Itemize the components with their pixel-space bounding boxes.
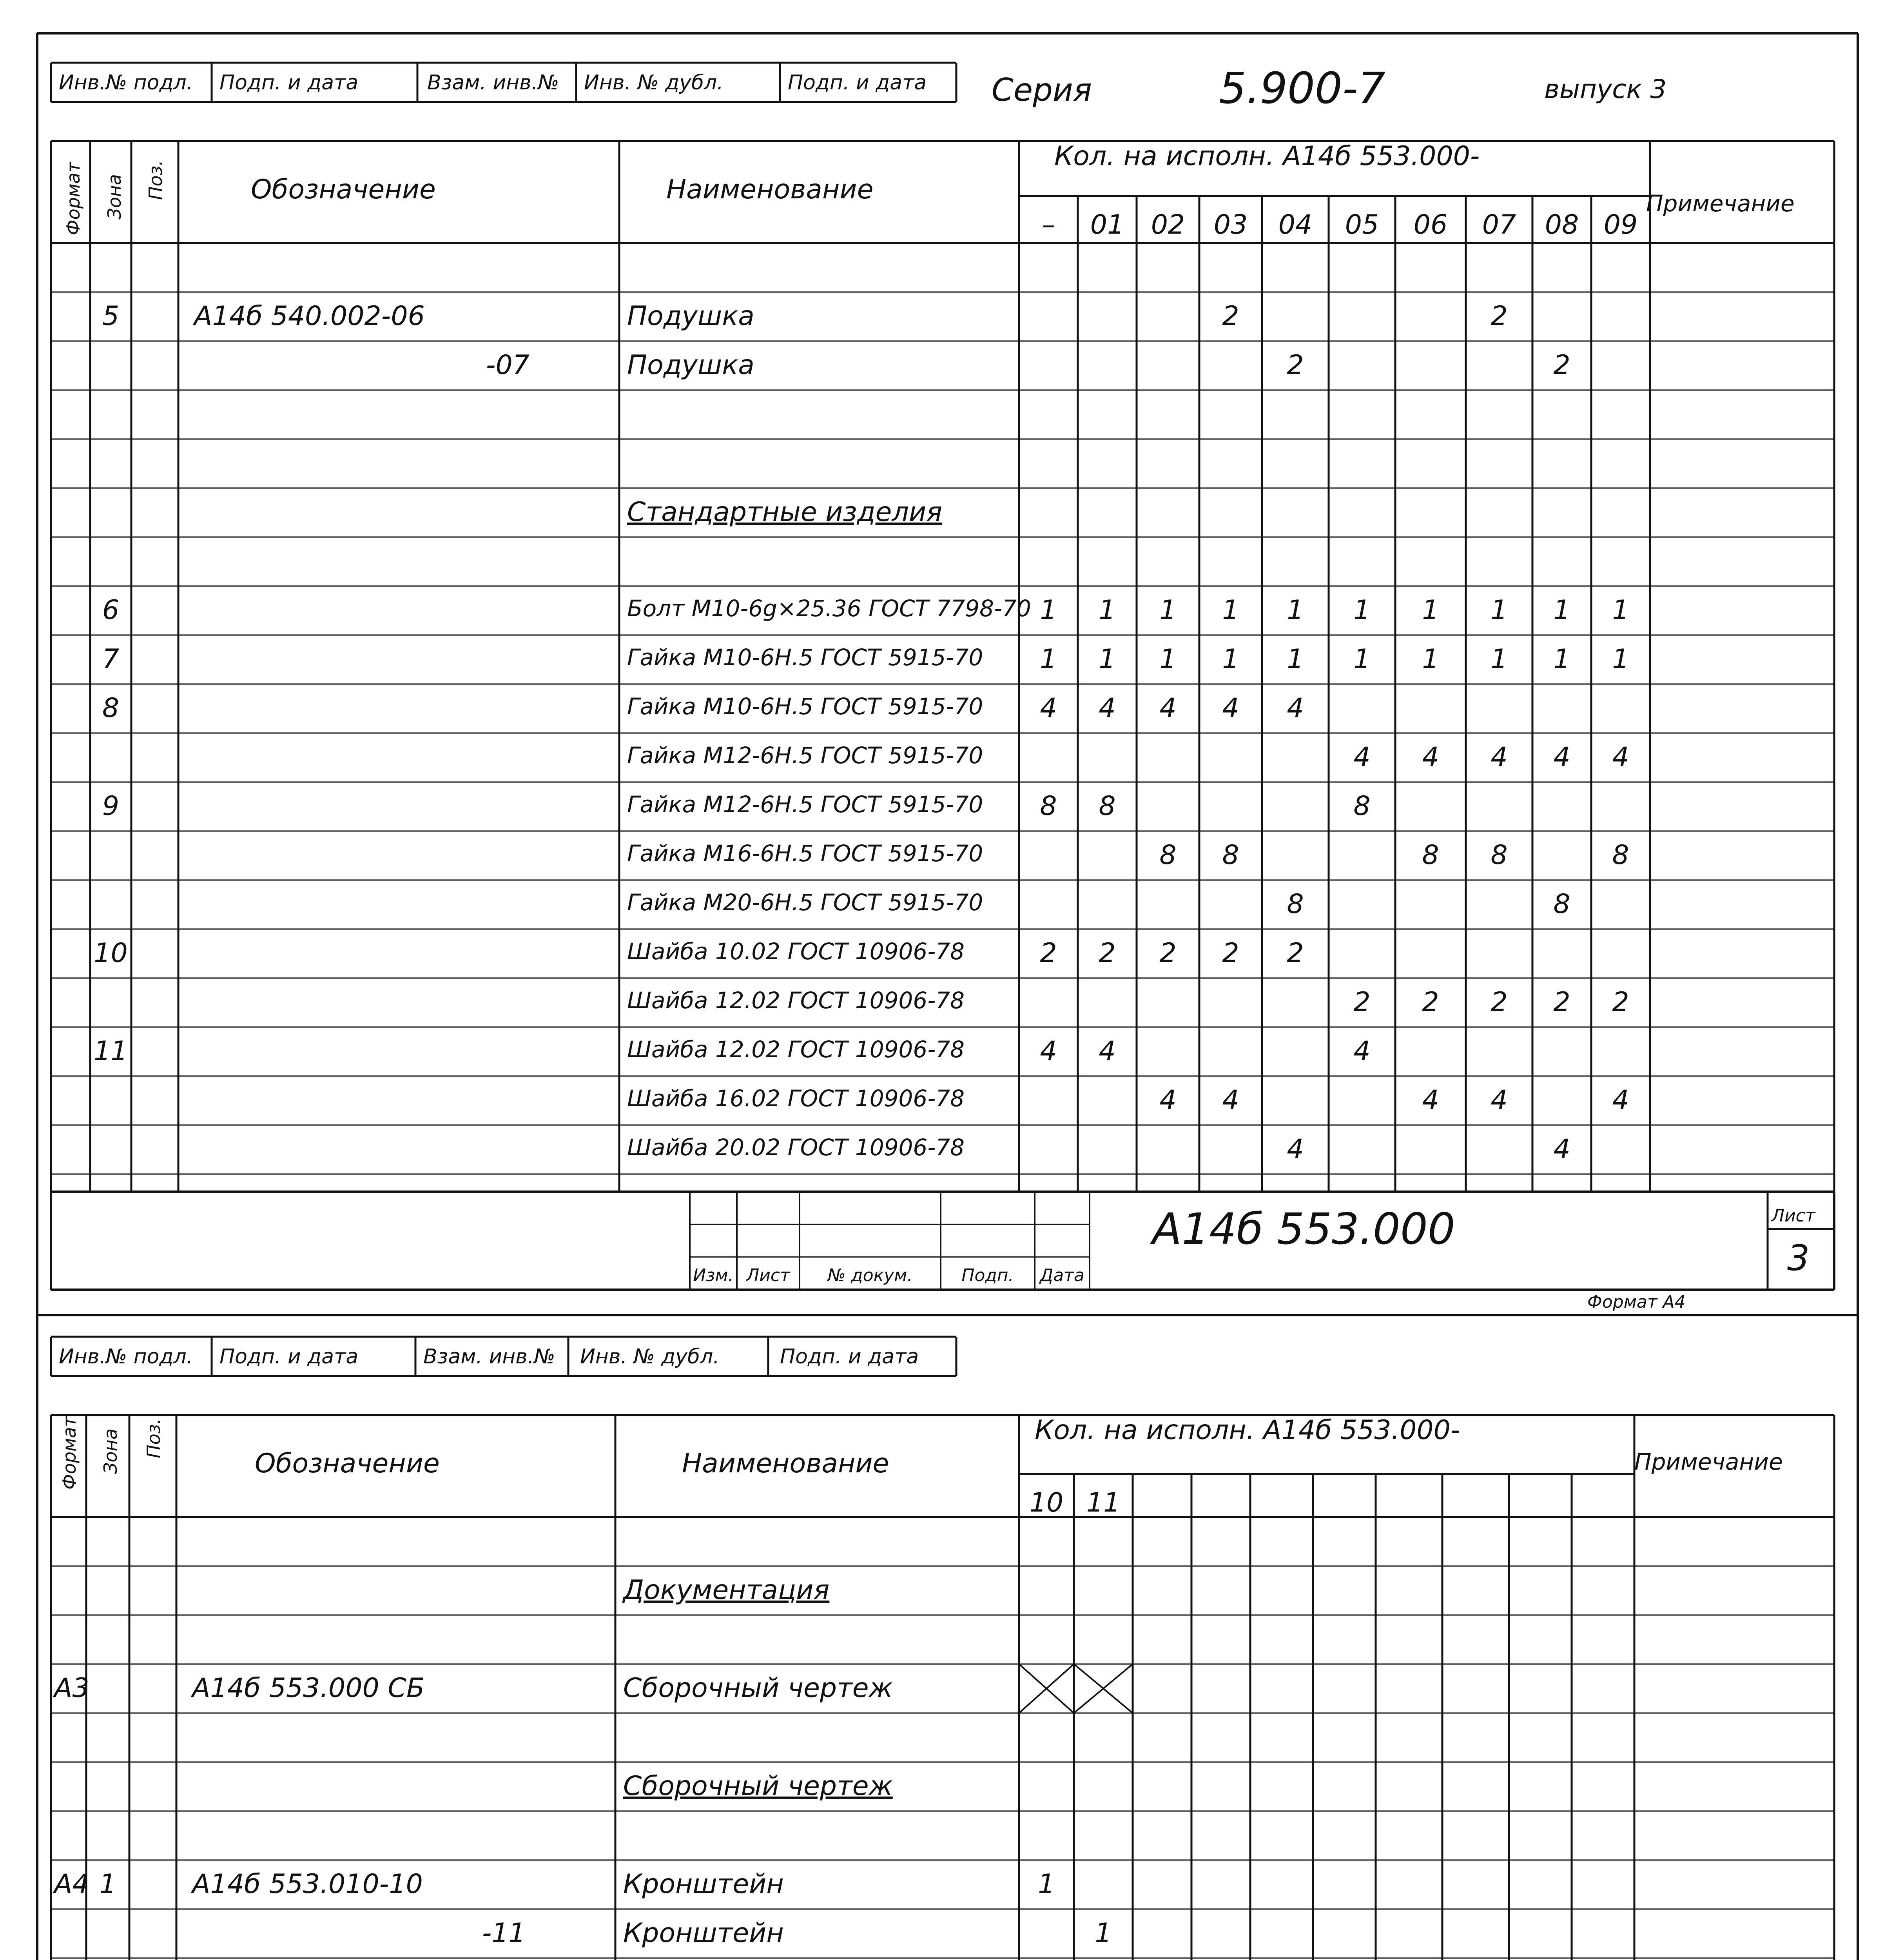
name-cell: Гайка М12-6Н.5 ГОСТ 5915-70: [627, 742, 983, 769]
doc-number: А14б 553.000: [1152, 1204, 1455, 1254]
stamp-label-inv-orig: Инв.№ подл.: [59, 71, 193, 94]
quantity-cell: 1: [1159, 594, 1177, 626]
position-cell: 9: [102, 790, 120, 822]
quantity-cell: 1: [1222, 643, 1239, 675]
quantity-cell: 8: [1353, 790, 1371, 822]
revision-label-1: Лист: [746, 1265, 790, 1285]
quantity-cell: 2: [1159, 937, 1177, 969]
quantity-cell: 1: [1099, 594, 1116, 626]
quantity-cell: 1: [1287, 643, 1304, 675]
quantity-cell: 4: [1159, 1084, 1177, 1116]
name-cell: Гайка М20-6Н.5 ГОСТ 5915-70: [627, 889, 983, 916]
issue-label: выпуск 3: [1544, 74, 1667, 104]
position-cell: 6: [102, 594, 120, 626]
col-designation-header: Обозначение: [255, 1448, 440, 1479]
revision-label-3: Подп.: [961, 1265, 1014, 1285]
quantity-cell: 1: [1612, 643, 1629, 675]
quantity-cell: 8: [1222, 839, 1239, 871]
quantity-cell: 2: [1422, 986, 1439, 1018]
variant-header-2: 02: [1151, 209, 1185, 240]
quantity-cell: 2: [1287, 349, 1304, 381]
quantity-cell: 2: [1222, 937, 1239, 969]
series-value: 5.900-7: [1219, 63, 1385, 113]
quantity-cell: 4: [1422, 1084, 1439, 1116]
variant-header-0: 10: [1029, 1487, 1064, 1518]
name-cell: Болт М10-6g×25.36 ГОСТ 7798-70: [627, 595, 1031, 622]
quantity-cell: 4: [1353, 741, 1371, 773]
stamp-label-sign-date: Подп. и дата: [219, 71, 359, 94]
name-cell: Гайка М10-6Н.5 ГОСТ 5915-70: [627, 644, 983, 671]
designation-cell: А14б 553.000 СБ: [192, 1672, 425, 1704]
quantity-cell: 2: [1353, 986, 1371, 1018]
quantity-cell: 1: [1491, 594, 1508, 626]
stamp-label-sign-date-2: Подп. и дата: [788, 71, 927, 94]
variant-header-9: 09: [1603, 209, 1638, 240]
col-designation-header: Обозначение: [251, 174, 436, 205]
quantity-cell: 8: [1287, 888, 1304, 920]
quantity-cell: 2: [1612, 986, 1629, 1018]
variant-header-0: –: [1042, 209, 1055, 240]
quantity-cell: 2: [1491, 300, 1508, 332]
format-label: Формат А4: [1587, 1292, 1686, 1312]
col-pos-header: Поз.: [143, 1418, 164, 1458]
quantity-cell: 4: [1099, 1035, 1116, 1067]
stamp-label-replaced-inv: Взам. инв.№: [423, 1345, 555, 1368]
quantity-cell: 1: [1038, 1868, 1055, 1900]
series-label: Серия: [992, 72, 1092, 108]
sheet-label: Лист: [1772, 1206, 1815, 1226]
name-cell: Шайба 20.02 ГОСТ 10906-78: [627, 1134, 965, 1161]
col-name-header: Наименование: [682, 1448, 889, 1479]
name-cell: Подушка: [627, 349, 754, 381]
quantity-cell: 2: [1553, 986, 1570, 1018]
name-cell: Гайка М12-6Н.5 ГОСТ 5915-70: [627, 791, 983, 818]
quantity-cell: 1: [1422, 643, 1439, 675]
quantity-cell: 2: [1099, 937, 1116, 969]
name-cell: Кронштейн: [623, 1917, 784, 1949]
col-note-header: Примечание: [1646, 190, 1795, 217]
quantity-cell: 4: [1222, 692, 1239, 724]
quantity-cell: 1: [1422, 594, 1439, 626]
col-format-header: Формат: [59, 1416, 80, 1490]
col-zone-header: Зона: [104, 174, 125, 220]
quantity-cell: 2: [1287, 937, 1304, 969]
designation-cell: -11: [482, 1917, 526, 1949]
revision-label-0: Изм.: [693, 1265, 734, 1285]
quantity-cell: 1: [1159, 643, 1177, 675]
name-cell: Шайба 10.02 ГОСТ 10906-78: [627, 938, 965, 965]
quantity-cell: 4: [1040, 692, 1057, 724]
quantity-cell: 1: [1099, 643, 1116, 675]
position-cell: 10: [94, 937, 128, 969]
quantity-cell: 1: [1553, 594, 1570, 626]
quantity-cell: 4: [1553, 741, 1570, 773]
quantity-cell: 1: [1040, 643, 1057, 675]
stamp-label-dup-inv: Инв. № дубл.: [580, 1345, 720, 1368]
format-cell: А4: [54, 1868, 89, 1900]
variant-header-6: 06: [1413, 209, 1448, 240]
quantity-cell: 8: [1159, 839, 1177, 871]
col-format-header: Формат: [63, 162, 84, 235]
name-cell: Кронштейн: [623, 1868, 784, 1900]
quantity-cell: 2: [1222, 300, 1239, 332]
quantity-cell: 4: [1553, 1133, 1570, 1165]
quantity-cell: 8: [1553, 888, 1570, 920]
position-cell: 5: [102, 300, 120, 332]
name-cell: Сборочный чертеж: [623, 1672, 893, 1704]
quantity-cell: 1: [1353, 594, 1371, 626]
quantity-cell: 8: [1040, 790, 1057, 822]
name-cell: Подушка: [627, 300, 754, 332]
quantity-cell: 2: [1491, 986, 1508, 1018]
quantity-cell: 2: [1553, 349, 1570, 381]
quantity-cell: 4: [1222, 1084, 1239, 1116]
name-cell: Шайба 12.02 ГОСТ 10906-78: [627, 1036, 965, 1063]
quantity-cell: 1: [1095, 1917, 1112, 1949]
qty-title: Кол. на исполн. А14б 553.000-: [1035, 1415, 1460, 1446]
col-zone-header: Зона: [100, 1428, 121, 1474]
quantity-cell: 2: [1040, 937, 1057, 969]
quantity-cell: 4: [1159, 692, 1177, 724]
format-cell: А3: [54, 1672, 89, 1704]
quantity-cell: 4: [1491, 741, 1508, 773]
revision-label-2: № докум.: [827, 1265, 913, 1285]
name-cell: Шайба 12.02 ГОСТ 10906-78: [627, 987, 965, 1014]
variant-header-1: 01: [1090, 209, 1124, 240]
quantity-cell: 1: [1491, 643, 1508, 675]
quantity-cell: 4: [1422, 741, 1439, 773]
variant-header-4: 04: [1278, 209, 1313, 240]
stamp-label-inv-orig: Инв.№ подл.: [59, 1345, 193, 1368]
stamp-label-dup-inv: Инв. № дубл.: [584, 71, 723, 94]
quantity-cell: 1: [1353, 643, 1371, 675]
stamp-label-sign-date: Подп. и дата: [219, 1345, 359, 1368]
variant-header-1: 11: [1086, 1487, 1121, 1518]
variant-header-7: 07: [1482, 209, 1516, 240]
designation-cell: -07: [486, 349, 530, 381]
quantity-cell: 1: [1040, 594, 1057, 626]
stamp-label-sign-date-2: Подп. и дата: [780, 1345, 919, 1368]
quantity-cell: 1: [1222, 594, 1239, 626]
name-cell: Стандартные изделия: [627, 496, 943, 528]
revision-label-4: Дата: [1040, 1265, 1084, 1285]
quantity-cell: 8: [1491, 839, 1508, 871]
quantity-cell: 4: [1353, 1035, 1371, 1067]
quantity-cell: 4: [1491, 1084, 1508, 1116]
variant-header-3: 03: [1213, 209, 1248, 240]
col-name-header: Наименование: [666, 174, 874, 205]
name-cell: Гайка М16-6Н.5 ГОСТ 5915-70: [627, 840, 983, 867]
quantity-cell: 1: [1287, 594, 1304, 626]
quantity-cell: 4: [1612, 741, 1629, 773]
quantity-cell: 8: [1422, 839, 1439, 871]
quantity-cell: 8: [1612, 839, 1629, 871]
designation-cell: А14б 553.010-10: [192, 1868, 423, 1900]
quantity-cell: 1: [1612, 594, 1629, 626]
col-note-header: Примечание: [1634, 1448, 1783, 1475]
quantity-cell: 4: [1099, 692, 1116, 724]
quantity-cell: 1: [1553, 643, 1570, 675]
position-cell: 7: [102, 643, 120, 675]
sheet-number: 3: [1787, 1238, 1810, 1279]
quantity-cell: 4: [1287, 1133, 1304, 1165]
variant-header-8: 08: [1545, 209, 1579, 240]
name-cell: Сборочный чертеж: [623, 1770, 893, 1802]
quantity-cell: 4: [1040, 1035, 1057, 1067]
variant-header-5: 05: [1345, 209, 1379, 240]
name-cell: Шайба 16.02 ГОСТ 10906-78: [627, 1085, 965, 1112]
col-pos-header: Поз.: [145, 160, 166, 200]
position-cell: 11: [94, 1035, 128, 1067]
position-cell: 8: [102, 692, 120, 724]
qty-title: Кол. на исполн. А14б 553.000-: [1054, 141, 1480, 172]
quantity-cell: 4: [1287, 692, 1304, 724]
quantity-cell: 4: [1612, 1084, 1629, 1116]
name-cell: Документация: [623, 1574, 830, 1606]
position-cell: 1: [99, 1868, 116, 1900]
stamp-label-replaced-inv: Взам. инв.№: [427, 71, 559, 94]
quantity-cell: 8: [1099, 790, 1116, 822]
name-cell: Гайка М10-6Н.5 ГОСТ 5915-70: [627, 693, 983, 720]
designation-cell: А14б 540.002-06: [194, 300, 425, 332]
